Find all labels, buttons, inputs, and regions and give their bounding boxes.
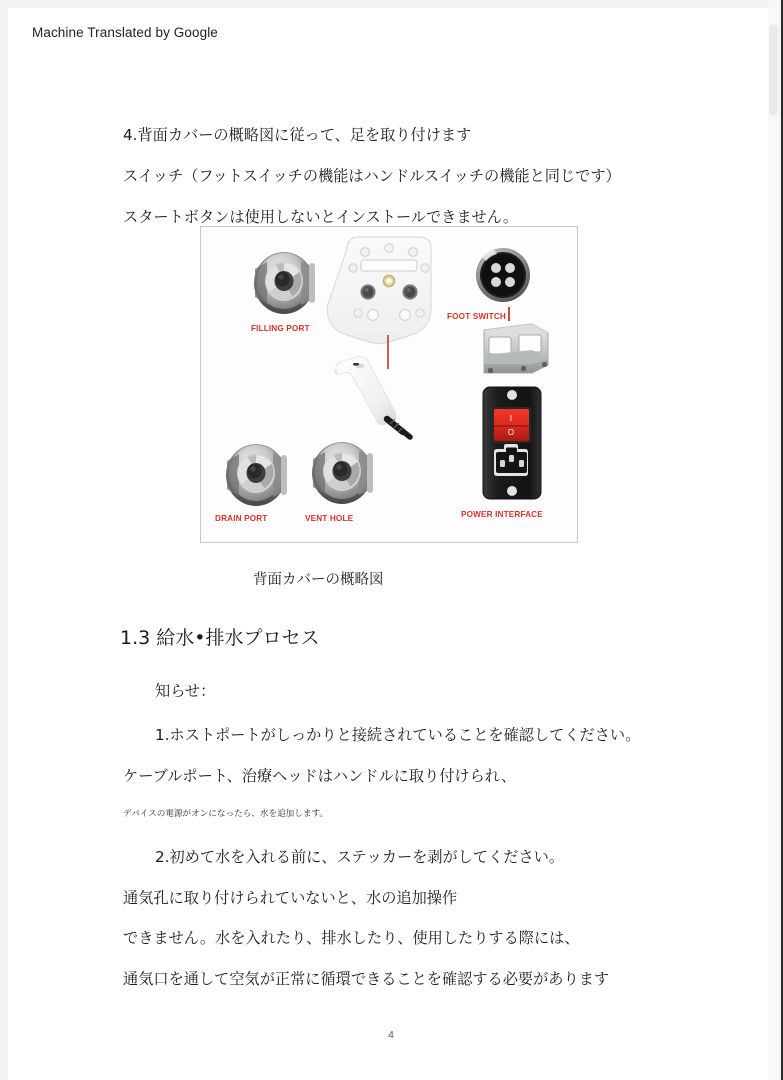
foot-pedal-illustration xyxy=(484,324,548,373)
figure-label-vent-hole: VENT HOLE xyxy=(305,514,354,523)
figure-label-drain-port: DRAIN PORT xyxy=(215,514,268,523)
filling-port-illustration xyxy=(254,252,315,314)
figure-label-foot-switch: FOOT SWITCH xyxy=(447,312,506,321)
body-paragraph-3: 2.初めて水を入れる前に、ステッカーを剥がしてください。 xyxy=(155,848,565,866)
svg-text:I: I xyxy=(509,414,513,423)
page-number: 4 xyxy=(388,1030,394,1041)
document-page xyxy=(8,8,775,1080)
body-paragraph-5: できません。水を入れたり、排水したり、使用したりする際には、 xyxy=(123,929,580,947)
body-paragraph-small-note: デバイスの電源がオンになったら、水を追加します。 xyxy=(123,809,328,819)
section-heading-1-3: 1.3 給水•排水プロセス xyxy=(120,627,320,649)
notice-label: 知らせ： xyxy=(155,682,216,700)
body-paragraph-1: 1.ホストポートがしっかりと接続されていることを確認してください。 xyxy=(155,726,641,744)
scrollbar-track[interactable] xyxy=(768,0,779,1080)
rear-cover-panel-illustration xyxy=(327,237,431,344)
figure-label-filling-port: FILLING PORT xyxy=(251,324,310,333)
paragraph-switch-note: スイッチ（フットスイッチの機能はハンドルスイッチの機能と同じです） xyxy=(123,167,621,185)
drain-port-illustration xyxy=(226,444,287,506)
paragraph-start-button-note: スタートボタンは使用しないとインストールできません。 xyxy=(123,208,519,226)
foot-switch-connector-illustration xyxy=(476,248,530,302)
handpiece-illustration xyxy=(335,357,410,437)
body-paragraph-6: 通気口を通して空気が正常に循環できることを確認する必要があります xyxy=(123,970,609,988)
figure-label-power-interface: POWER INTERFACE xyxy=(461,510,543,519)
scrollbar-thumb[interactable] xyxy=(769,24,778,116)
figure-caption: 背面カバーの概略図 xyxy=(253,572,384,588)
body-paragraph-2: ケーブルポート、治療ヘッドはハンドルに取り付けられ、 xyxy=(123,767,517,785)
vent-hole-illustration xyxy=(312,442,373,504)
body-paragraph-4: 通気孔に取り付けられていないと、水の追加操作 xyxy=(123,889,458,907)
paragraph-step-4: 4.背面カバーの概略図に従って、足を取り付けます xyxy=(123,126,472,144)
rear-cover-schematic-figure xyxy=(200,226,578,543)
svg-text:O: O xyxy=(507,428,515,437)
power-interface-illustration xyxy=(483,387,541,499)
machine-translated-banner: Machine Translated by Google xyxy=(32,25,218,40)
